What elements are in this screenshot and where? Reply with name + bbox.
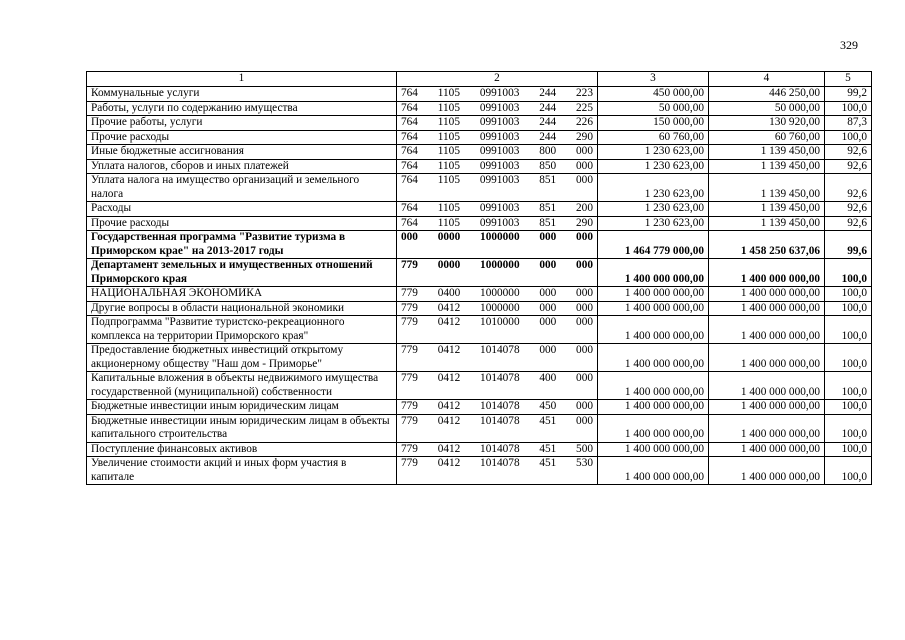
- code-part: 0991003: [479, 216, 520, 229]
- row-name: Прочие работы, услуги: [87, 116, 397, 131]
- code-part: 779: [401, 259, 418, 271]
- execution-percent: 87,3: [825, 116, 872, 131]
- table-row: [87, 316, 872, 344]
- table-row: [87, 400, 872, 415]
- code-part: 0412: [437, 400, 461, 412]
- code-part: 000: [576, 159, 593, 172]
- table-row: [87, 344, 872, 372]
- code-part: 0991003: [479, 87, 520, 99]
- planned-amount: 1 400 000 000,00: [598, 442, 709, 457]
- code-part: 1105: [437, 116, 460, 128]
- executed-amount: 1 400 000 000,00: [709, 400, 825, 415]
- executed-amount: 1 458 250 637,06: [709, 231, 825, 259]
- code-part: 850: [539, 159, 557, 172]
- executed-amount: 50 000,00: [709, 101, 825, 116]
- table-row: [87, 457, 872, 485]
- row-codes: [397, 174, 598, 202]
- execution-percent: 92,6: [825, 202, 872, 217]
- row-name: Уплата налогов, сборов и иных платежей: [87, 159, 397, 174]
- code-part: 1105: [437, 216, 460, 229]
- code-part: 0412: [437, 442, 461, 455]
- planned-amount: 60 760,00: [598, 130, 709, 145]
- executed-amount: 1 400 000 000,00: [709, 259, 825, 287]
- executed-amount: 1 400 000 000,00: [709, 457, 825, 485]
- row-codes: [397, 87, 598, 102]
- code-part: 1010000: [480, 316, 520, 328]
- code-part: 244: [539, 101, 557, 114]
- executed-amount: 130 920,00: [709, 116, 825, 131]
- table-row: [87, 372, 872, 400]
- executed-amount: 1 400 000 000,00: [709, 372, 825, 400]
- code-part: 1105: [437, 174, 460, 186]
- planned-amount: 1 464 779 000,00: [598, 231, 709, 259]
- row-name: Прочие расходы: [87, 130, 397, 145]
- code-part: 1105: [437, 202, 460, 214]
- code-part: 000: [576, 372, 593, 384]
- code-part: 0000: [437, 259, 461, 271]
- row-name: Другие вопросы в области национальной экономики: [87, 301, 397, 316]
- planned-amount: 1 230 623,00: [598, 216, 709, 231]
- row-name: Бюджетные инвестиции иным юридическим лицам: [87, 400, 397, 415]
- header-col-1: 1: [87, 72, 397, 87]
- executed-amount: 1 400 000 000,00: [709, 301, 825, 316]
- code-part: 1000000: [480, 287, 520, 299]
- planned-amount: 1 400 000 000,00: [598, 372, 709, 400]
- execution-percent: 100,0: [825, 259, 872, 287]
- code-part: 450: [539, 400, 557, 412]
- executed-amount: 1 400 000 000,00: [709, 316, 825, 344]
- executed-amount: 60 760,00: [709, 130, 825, 145]
- planned-amount: 50 000,00: [598, 101, 709, 116]
- row-name: Подпрограмма "Развитие туристско-рекреационного комплекса на территории Приморского края": [87, 316, 397, 344]
- code-part: 000: [539, 344, 557, 356]
- code-part: 0991003: [479, 116, 520, 128]
- code-part: 764: [401, 159, 418, 172]
- table-row: [87, 174, 872, 202]
- table-row: [87, 116, 872, 131]
- table-row: [87, 231, 872, 259]
- execution-percent: 100,0: [825, 372, 872, 400]
- row-codes: [397, 202, 598, 217]
- page-number: 329: [840, 38, 858, 52]
- header-col-5: 5: [825, 72, 872, 87]
- budget-table: [86, 71, 872, 485]
- planned-amount: 150 000,00: [598, 116, 709, 131]
- code-part: 0991003: [479, 101, 520, 114]
- code-part: 764: [401, 174, 418, 186]
- planned-amount: 1 230 623,00: [598, 145, 709, 160]
- code-part: 000: [576, 231, 593, 243]
- executed-amount: 1 400 000 000,00: [709, 414, 825, 442]
- row-codes: [397, 457, 598, 485]
- execution-percent: 100,0: [825, 301, 872, 316]
- planned-amount: 1 400 000 000,00: [598, 287, 709, 302]
- code-part: 0412: [437, 414, 461, 427]
- header-col-2: 2: [397, 72, 598, 87]
- execution-percent: 100,0: [825, 400, 872, 415]
- planned-amount: 1 400 000 000,00: [598, 344, 709, 372]
- code-part: 451: [539, 457, 557, 469]
- code-part: 851: [539, 202, 557, 214]
- code-part: 0991003: [479, 202, 520, 214]
- code-part: 000: [576, 301, 593, 314]
- code-part: 200: [576, 202, 593, 214]
- code-part: 000: [576, 414, 593, 427]
- code-part: 779: [401, 301, 418, 314]
- header-col-4: 4: [709, 72, 825, 87]
- executed-amount: 1 139 450,00: [709, 159, 825, 174]
- code-part: 1014078: [480, 457, 520, 469]
- table-row: [87, 414, 872, 442]
- code-part: 000: [539, 301, 557, 314]
- code-part: 1014078: [480, 344, 520, 356]
- code-part: 000: [539, 287, 557, 299]
- row-codes: [397, 414, 598, 442]
- row-name: Увеличение стоимости акций и иных форм участия в капитале: [87, 457, 397, 485]
- code-part: 0412: [437, 301, 461, 314]
- planned-amount: 1 400 000 000,00: [598, 400, 709, 415]
- planned-amount: 1 400 000 000,00: [598, 316, 709, 344]
- code-part: 779: [401, 287, 418, 299]
- code-part: 000: [539, 259, 557, 271]
- code-part: 779: [401, 414, 418, 427]
- code-part: 1014078: [480, 400, 520, 412]
- planned-amount: 1 230 623,00: [598, 159, 709, 174]
- code-part: 764: [401, 202, 418, 214]
- row-codes: [397, 400, 598, 415]
- code-part: 225: [576, 101, 593, 114]
- code-part: 000: [539, 316, 557, 328]
- table-row: [87, 87, 872, 102]
- row-codes: [397, 216, 598, 231]
- code-part: 000: [576, 316, 593, 328]
- code-part: 1105: [437, 145, 460, 157]
- code-part: 290: [576, 216, 593, 229]
- code-part: 764: [401, 101, 418, 114]
- table-header-row: [87, 72, 872, 87]
- execution-percent: 92,6: [825, 145, 872, 160]
- row-name: Бюджетные инвестиции иным юридическим лицам в объекты капитального строительства: [87, 414, 397, 442]
- code-part: 451: [539, 442, 557, 455]
- code-part: 0412: [437, 344, 461, 356]
- code-part: 530: [576, 457, 593, 469]
- planned-amount: 1 230 623,00: [598, 202, 709, 217]
- row-name: Расходы: [87, 202, 397, 217]
- execution-percent: 100,0: [825, 442, 872, 457]
- code-part: 764: [401, 130, 418, 143]
- row-codes: [397, 116, 598, 131]
- code-part: 0400: [437, 287, 461, 299]
- code-part: 244: [539, 87, 557, 99]
- code-part: 1105: [437, 87, 460, 99]
- code-part: 764: [401, 145, 418, 157]
- executed-amount: 1 400 000 000,00: [709, 344, 825, 372]
- row-codes: [397, 145, 598, 160]
- planned-amount: 1 230 623,00: [598, 174, 709, 202]
- row-name: Государственная программа "Развитие туризма в Приморском крае" на 2013-2017 годы: [87, 231, 397, 259]
- code-part: 779: [401, 316, 418, 328]
- execution-percent: 92,6: [825, 216, 872, 231]
- row-codes: [397, 287, 598, 302]
- code-part: 0412: [437, 372, 461, 384]
- table-row: [87, 101, 872, 116]
- code-part: 000: [576, 174, 593, 186]
- executed-amount: 1 139 450,00: [709, 216, 825, 231]
- code-part: 764: [401, 216, 418, 229]
- table-row: [87, 159, 872, 174]
- table-row: [87, 259, 872, 287]
- code-part: 0991003: [479, 159, 520, 172]
- executed-amount: 1 139 450,00: [709, 202, 825, 217]
- table-row: [87, 130, 872, 145]
- code-part: 000: [576, 400, 593, 412]
- planned-amount: 1 400 000 000,00: [598, 259, 709, 287]
- row-name: Работы, услуги по содержанию имущества: [87, 101, 397, 116]
- planned-amount: 1 400 000 000,00: [598, 301, 709, 316]
- code-part: 1014078: [480, 414, 520, 427]
- execution-percent: 99,6: [825, 231, 872, 259]
- executed-amount: 1 139 450,00: [709, 174, 825, 202]
- executed-amount: 1 139 450,00: [709, 145, 825, 160]
- code-part: 779: [401, 372, 418, 384]
- code-part: 851: [539, 216, 557, 229]
- code-part: 451: [539, 414, 557, 427]
- execution-percent: 99,2: [825, 87, 872, 102]
- code-part: 1000000: [480, 259, 520, 271]
- code-part: 0412: [437, 457, 461, 469]
- row-codes: [397, 301, 598, 316]
- table-row: [87, 301, 872, 316]
- code-part: 000: [539, 231, 557, 243]
- row-codes: [397, 101, 598, 116]
- table-row: [87, 287, 872, 302]
- execution-percent: 100,0: [825, 287, 872, 302]
- row-codes: [397, 372, 598, 400]
- row-codes: [397, 316, 598, 344]
- code-part: 1105: [437, 101, 460, 114]
- code-part: 0991003: [479, 145, 520, 157]
- code-part: 400: [539, 372, 557, 384]
- row-name: НАЦИОНАЛЬНАЯ ЭКОНОМИКА: [87, 287, 397, 302]
- row-name: Предоставление бюджетных инвестиций открытому акционерному обществу "Наш дом - Приморье": [87, 344, 397, 372]
- code-part: 1014078: [480, 442, 520, 455]
- row-codes: [397, 159, 598, 174]
- planned-amount: 450 000,00: [598, 87, 709, 102]
- code-part: 779: [401, 442, 418, 455]
- row-codes: [397, 259, 598, 287]
- code-part: 779: [401, 344, 418, 356]
- code-part: 1105: [437, 159, 460, 172]
- row-codes: [397, 130, 598, 145]
- code-part: 779: [401, 400, 418, 412]
- execution-percent: 100,0: [825, 316, 872, 344]
- code-part: 1000000: [480, 231, 520, 243]
- code-part: 500: [576, 442, 593, 455]
- code-part: 0991003: [479, 174, 520, 186]
- row-codes: [397, 442, 598, 457]
- code-part: 0000: [437, 231, 461, 243]
- executed-amount: 1 400 000 000,00: [709, 287, 825, 302]
- execution-percent: 100,0: [825, 414, 872, 442]
- row-codes: [397, 344, 598, 372]
- execution-percent: 100,0: [825, 101, 872, 116]
- execution-percent: 100,0: [825, 457, 872, 485]
- code-part: 000: [576, 145, 593, 157]
- executed-amount: 1 400 000 000,00: [709, 442, 825, 457]
- execution-percent: 92,6: [825, 174, 872, 202]
- code-part: 226: [576, 116, 593, 128]
- row-name: Поступление финансовых активов: [87, 442, 397, 457]
- header-col-3: 3: [598, 72, 709, 87]
- code-part: 244: [539, 130, 557, 143]
- execution-percent: 92,6: [825, 159, 872, 174]
- code-part: 0412: [437, 316, 461, 328]
- code-part: 000: [576, 259, 593, 271]
- planned-amount: 1 400 000 000,00: [598, 457, 709, 485]
- code-part: 1014078: [480, 372, 520, 384]
- execution-percent: 100,0: [825, 344, 872, 372]
- table-row: [87, 442, 872, 457]
- code-part: 000: [576, 287, 593, 299]
- code-part: 851: [539, 174, 557, 186]
- row-name: Иные бюджетные ассигнования: [87, 145, 397, 160]
- code-part: 764: [401, 87, 418, 99]
- row-name: Коммунальные услуги: [87, 87, 397, 102]
- code-part: 000: [401, 231, 418, 243]
- code-part: 800: [539, 145, 557, 157]
- table-row: [87, 145, 872, 160]
- code-part: 1105: [437, 130, 460, 143]
- row-name: Капитальные вложения в объекты недвижимого имущества государственной (муниципальной) собственности: [87, 372, 397, 400]
- code-part: 0991003: [479, 130, 520, 143]
- executed-amount: 446 250,00: [709, 87, 825, 102]
- table-row: [87, 202, 872, 217]
- code-part: 290: [576, 130, 593, 143]
- code-part: 223: [576, 87, 593, 99]
- planned-amount: 1 400 000 000,00: [598, 414, 709, 442]
- row-codes: [397, 231, 598, 259]
- code-part: 1000000: [480, 301, 520, 314]
- row-name: Уплата налога на имущество организаций и земельного налога: [87, 174, 397, 202]
- code-part: 244: [539, 116, 557, 128]
- code-part: 764: [401, 116, 418, 128]
- table-row: [87, 216, 872, 231]
- code-part: 000: [576, 344, 593, 356]
- execution-percent: 100,0: [825, 130, 872, 145]
- code-part: 779: [401, 457, 418, 469]
- row-name: Департамент земельных и имущественных отношений Приморского края: [87, 259, 397, 287]
- row-name: Прочие расходы: [87, 216, 397, 231]
